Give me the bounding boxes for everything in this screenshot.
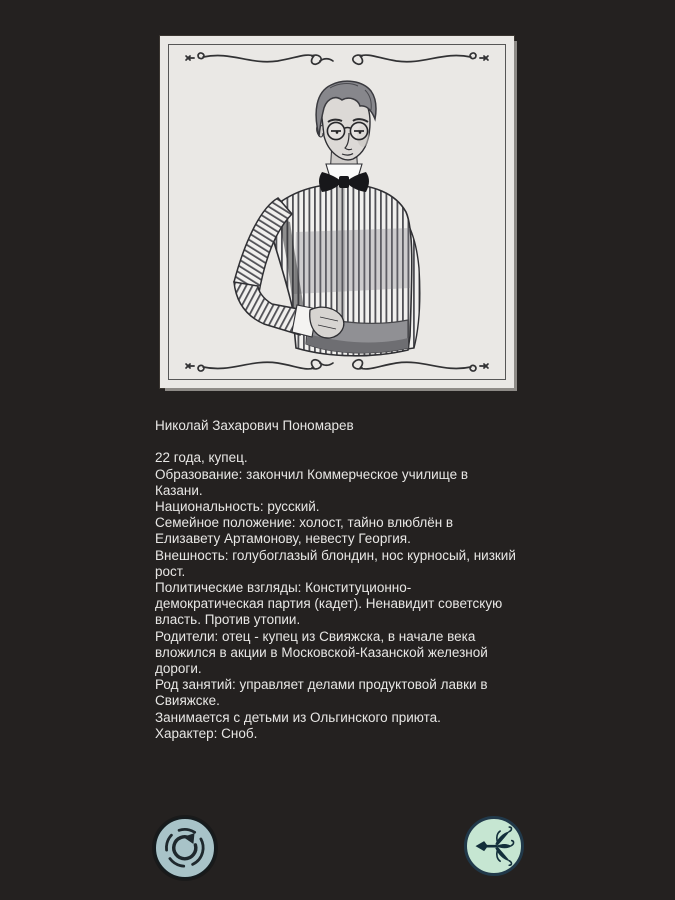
bio-line: Занимается с детьми из Ольгинского приюта. [155,709,441,725]
bio-line: Национальность: русский. [155,499,320,514]
undo-button[interactable] [154,817,216,879]
undo-rotate-icon [161,824,209,872]
bio-line: власть. Против утопии. [155,612,301,628]
character-bio [155,450,555,742]
bio-line: Казани. [155,482,203,498]
bio-line: Елизавету Артамонову, невесту Георгия. [155,531,411,547]
portrait-frame-border [168,44,506,380]
bio-line: Внешность: голубоглазый блондин, нос курносый, низкий [155,547,516,563]
portrait-card [160,36,514,388]
bio-line: Родители: отец - купец из Свияжска, в начале века [155,628,476,644]
character-name: Николай Захарович Пономарев [155,418,354,433]
bio-line: Свияжске. [155,693,220,709]
bio-line: Род занятий: управляет делами продуктовой лавки в [155,677,488,693]
bio-line: Семейное положение: холост, тайно влюблён в [155,515,454,531]
flourish-top-ornament [181,49,493,69]
character-bio-block [155,418,555,742]
bio-line: Образование: закончил Коммерческое училище в [155,466,468,482]
flourish-bottom-ornament [181,355,493,375]
bio-line: демократическая партия (кадет). Ненавидит советскую [155,596,503,612]
bio-line: Политические взгляды: Конституционно- [155,580,412,596]
bio-line: дороги. [155,661,202,677]
bio-line: 22 года, купец. [155,450,248,466]
next-button[interactable] [464,816,524,876]
bio-line: вложился в акции в Московской-Казанской железной [155,644,488,660]
ornamental-arrow-icon [472,824,516,868]
bio-line: Характер: Сноб. [155,725,258,741]
bio-line: рост. [155,563,186,579]
